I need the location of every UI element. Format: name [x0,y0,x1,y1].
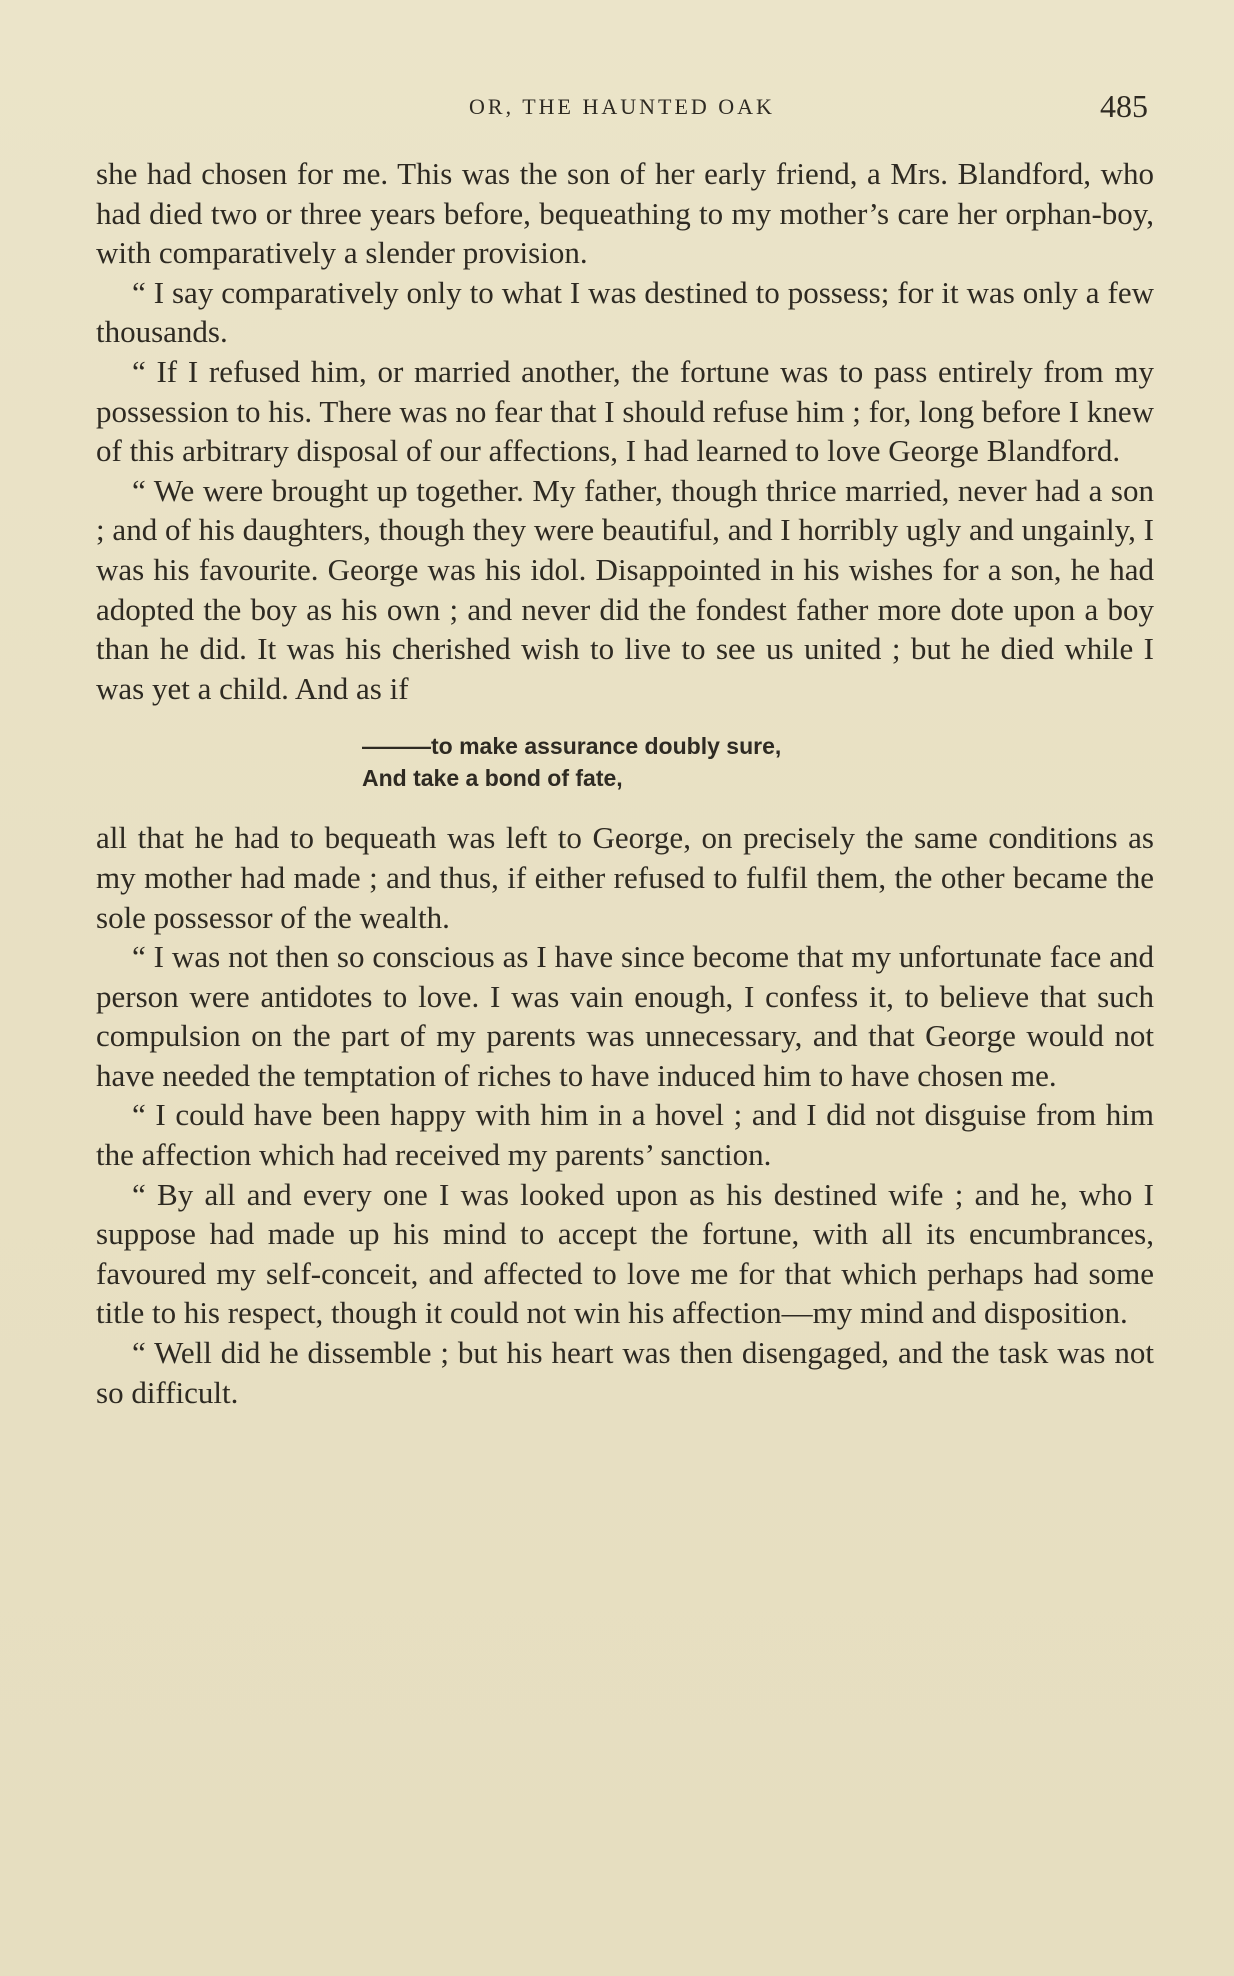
paragraph-6: “ I was not then so conscious as I have since become that my unfortunate face and person were antidotes to love. I was vain enough, I confess it, to believe that such compulsion on the part of my parents was unnecessary, and that George would not have needed the temptation of riches to have induced him to have chosen me. [96,939,1154,1093]
quote-line-2: And take a bond of fate, [362,765,623,792]
page-number: 485 [1100,88,1148,124]
paragraph-3: “ If I refused him, or married another, the fortune was to pass entirely from my possession to his. There was no fear that I should refuse him ; for, long before I knew of this arbitrary disposal of our affections, I had learned to love George Blandford. [96,353,1154,469]
paragraph-8: “ By all and every one I was looked upon as his destined wife ; and he, who I suppose had made up his mind to accept the fortune, with all its encumbrances, favoured my self-conceit, and affected to love me for that which perhaps had some title to his respect, though it could not win his affection—my mind and disposition. [96,1176,1154,1331]
page-header [96,88,1148,128]
running-head: OR, THE HAUNTED OAK [469,94,775,119]
paragraph-2: “ I say comparatively only to what I was destined to possess; for it was only a few thousands. [96,274,1154,350]
body-text [96,154,1154,1412]
paragraph-5: all that he had to bequeath was left to George, on precisely the same conditions as my mother had made ; and thus, if either refused to fulfil them, the other became the sole possessor of the wealth. [96,820,1154,935]
paragraph-9: “ Well did he dissemble ; but his heart was then disengaged, and the task was not so difficult. [96,1335,1154,1410]
paragraph-7: “ I could have been happy with him in a hovel ; and I did not disguise from him the affection which had received my parents’ sanction. [96,1097,1154,1173]
quote-line-1: ———to make assurance doubly sure, [362,733,782,760]
block-quote [96,730,1154,794]
paragraph-4: “ We were brought up together. My father, though thrice married, never had a son ; and of his daughters, though they were beautiful, and I horribly ugly and ungainly, I was his favourite. George was his idol. Disappointed in his wishes for a son, he had adopted the boy as his own ; and never did the fondest father more dote upon a boy than he did. It was his cherished wish to live to see us united ; but he died while I was yet a child. And as if [96,472,1154,706]
paragraph-1: she had chosen for me. This was the son of her early friend, a Mrs. Blandford, who had died two or three years before, bequeathing to my mother’s care her orphan-boy, with comparatively a slender provision. [96,156,1154,271]
